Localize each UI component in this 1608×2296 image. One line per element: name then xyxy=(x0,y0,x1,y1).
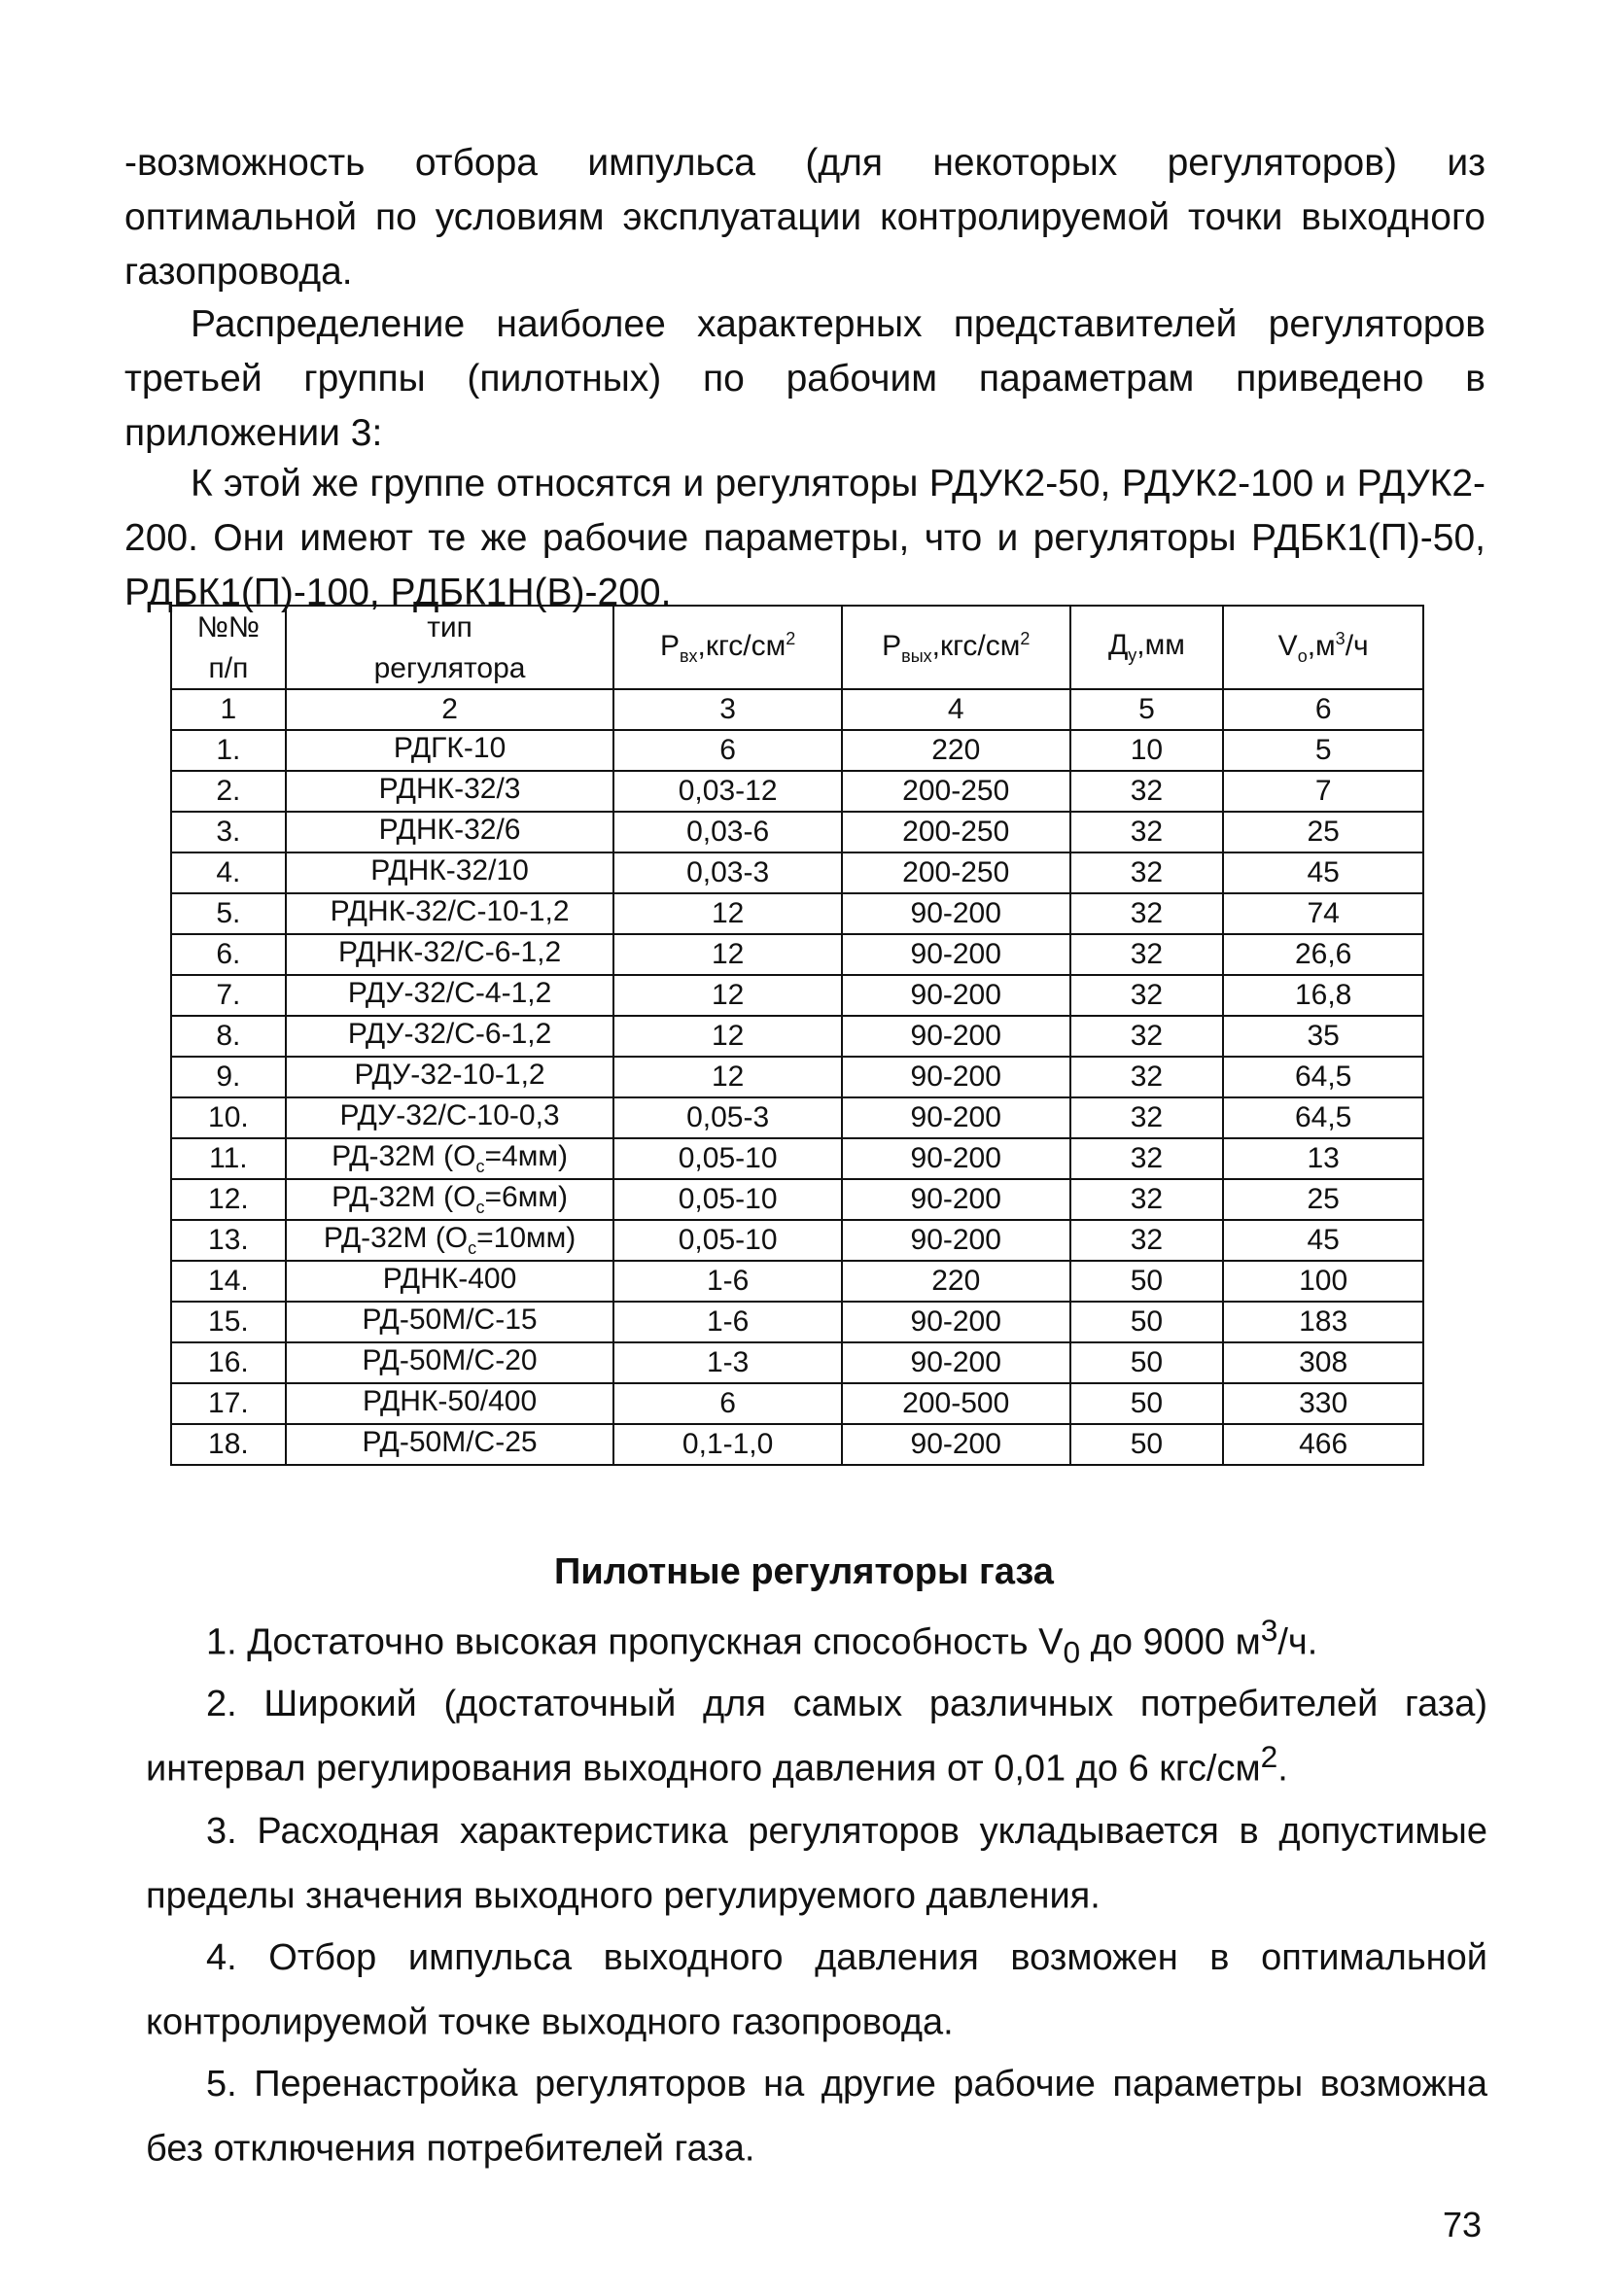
table-row xyxy=(171,812,1423,852)
outlet-pressure: 220 xyxy=(842,730,1070,771)
outlet-pressure: 90-200 xyxy=(842,1424,1070,1465)
inlet-pressure: 12 xyxy=(613,975,842,1016)
row-number: 9. xyxy=(171,1057,286,1097)
row-number: 13. xyxy=(171,1220,286,1261)
inlet-pressure: 0,03-6 xyxy=(613,812,842,852)
regulator-type: РД-32М $(О_с=4мм)$ xyxy=(286,1138,614,1179)
regulator-type: РД-50М/С-25 xyxy=(286,1424,614,1465)
header-capacity: $V_о,м^3/ч$ xyxy=(1223,606,1423,689)
nominal-diameter: 32 xyxy=(1070,1138,1224,1179)
table-header-row xyxy=(171,606,1423,649)
column-number-row xyxy=(171,689,1423,730)
inlet-pressure: 0,05-10 xyxy=(613,1138,842,1179)
outlet-pressure: 200-250 xyxy=(842,812,1070,852)
regulator-type: РДУ-32/С-6-1,2 xyxy=(286,1016,614,1057)
header-num: №№ xyxy=(171,606,286,649)
outlet-pressure: 90-200 xyxy=(842,1016,1070,1057)
table-row xyxy=(171,1138,1423,1179)
regulator-type: РД-32М $(О_с=6мм)$ xyxy=(286,1179,614,1220)
row-number: 7. xyxy=(171,975,286,1016)
capacity: 35 xyxy=(1223,1016,1423,1057)
header-diameter: $Д_у,мм$ xyxy=(1070,606,1224,689)
row-number: 6. xyxy=(171,934,286,975)
capacity: 5 xyxy=(1223,730,1423,771)
outlet-pressure: 200-250 xyxy=(842,852,1070,893)
list-item: 1. Достаточно высокая пропускная способность $V_0$ до 9000 $м^3/ч$. xyxy=(206,1613,1318,1670)
capacity: 7 xyxy=(1223,771,1423,812)
header-type-line2: регулятора xyxy=(286,649,614,689)
table-row xyxy=(171,1302,1423,1342)
inlet-pressure: 12 xyxy=(613,934,842,975)
table-row xyxy=(171,1179,1423,1220)
inlet-pressure: 6 xyxy=(613,730,842,771)
capacity: 100 xyxy=(1223,1261,1423,1302)
outlet-pressure: 90-200 xyxy=(842,1057,1070,1097)
table-row xyxy=(171,1016,1423,1057)
table-row xyxy=(171,1383,1423,1424)
regulator-type: РДНК-32/С-6-1,2 xyxy=(286,934,614,975)
column-number: 6 xyxy=(1223,689,1423,730)
list-item: 5. Перенастройка регуляторов на другие рабочие параметры возможна без отключения потребителей газа. xyxy=(146,2064,1487,2170)
outlet-pressure: 200-250 xyxy=(842,771,1070,812)
regulator-type: РДНК-32/3 xyxy=(286,771,614,812)
regulator-type: РДНК-50/400 xyxy=(286,1383,614,1424)
capacity: 183 xyxy=(1223,1302,1423,1342)
regulator-type: РДНК-32/С-10-1,2 xyxy=(286,893,614,934)
table-row xyxy=(171,1342,1423,1383)
regulator-type: РД-50М/С-20 xyxy=(286,1342,614,1383)
capacity: 308 xyxy=(1223,1342,1423,1383)
column-number: 1 xyxy=(171,689,286,730)
capacity: 466 xyxy=(1223,1424,1423,1465)
row-number: 2. xyxy=(171,771,286,812)
capacity: 25 xyxy=(1223,812,1423,852)
nominal-diameter: 32 xyxy=(1070,893,1224,934)
regulator-type: РДНК-32/6 xyxy=(286,812,614,852)
nominal-diameter: 32 xyxy=(1070,1097,1224,1138)
outlet-pressure: 200-500 xyxy=(842,1383,1070,1424)
row-number: 16. xyxy=(171,1342,286,1383)
column-number: 4 xyxy=(842,689,1070,730)
regulator-type: РДГК-10 xyxy=(286,730,614,771)
column-number: 5 xyxy=(1070,689,1224,730)
list-item: 2. Широкий (достаточный для самых различных потребителей газа) интервал регулирования выходного давления от 0,01 до 6 кгс/$см^2$. xyxy=(146,1684,1487,1790)
row-number: 12. xyxy=(171,1179,286,1220)
header-p-out: $Р_{вых},кгс/см^2$ xyxy=(842,606,1070,689)
regulator-type: РДНК-400 xyxy=(286,1261,614,1302)
column-number: 2 xyxy=(286,689,614,730)
inlet-pressure: 0,03-3 xyxy=(613,852,842,893)
features-list xyxy=(146,1604,1487,2184)
page-number: 73 xyxy=(1442,2205,1482,2244)
row-number: 4. xyxy=(171,852,286,893)
list-item: 3. Расходная характеристика регуляторов укладывается в допустимые пределы значения выходного регулируемого давления. xyxy=(146,1810,1487,1917)
nominal-diameter: 32 xyxy=(1070,1016,1224,1057)
paragraph-rduk2-regulators: К этой же группе относятся и регуляторы РДУК2-50, РДУК2-100 и РДУК2-200. Они имеют те же рабочие параметры, что и регуляторы РДБК1(П)-50, РДБК1(П)-100, РДБК1Н(В)-200. xyxy=(124,463,1486,613)
capacity: 45 xyxy=(1223,852,1423,893)
nominal-diameter: 32 xyxy=(1070,771,1224,812)
regulator-type: РДУ-32/С-10-0,3 xyxy=(286,1097,614,1138)
section-title: Пилотные регуляторы газа xyxy=(554,1551,1054,1592)
capacity: 330 xyxy=(1223,1383,1423,1424)
table-row xyxy=(171,771,1423,812)
regulators-table xyxy=(170,605,1424,1466)
inlet-pressure: 0,03-12 xyxy=(613,771,842,812)
outlet-pressure: 90-200 xyxy=(842,1302,1070,1342)
nominal-diameter: 32 xyxy=(1070,1179,1224,1220)
inlet-pressure: 0,1-1,0 xyxy=(613,1424,842,1465)
table-row xyxy=(171,1220,1423,1261)
row-number: 11. xyxy=(171,1138,286,1179)
nominal-diameter: 32 xyxy=(1070,934,1224,975)
outlet-pressure: 90-200 xyxy=(842,893,1070,934)
row-number: 10. xyxy=(171,1097,286,1138)
outlet-pressure: 90-200 xyxy=(842,1220,1070,1261)
outlet-pressure: 220 xyxy=(842,1261,1070,1302)
table-row xyxy=(171,893,1423,934)
row-number: 3. xyxy=(171,812,286,852)
nominal-diameter: 32 xyxy=(1070,812,1224,852)
outlet-pressure: 90-200 xyxy=(842,1342,1070,1383)
table-row xyxy=(171,1261,1423,1302)
nominal-diameter: 10 xyxy=(1070,730,1224,771)
capacity: 16,8 xyxy=(1223,975,1423,1016)
column-number: 3 xyxy=(613,689,842,730)
regulator-type: РД-32М $(О_с=10мм)$ xyxy=(286,1220,614,1261)
outlet-pressure: 90-200 xyxy=(842,1097,1070,1138)
outlet-pressure: 90-200 xyxy=(842,1138,1070,1179)
table-row xyxy=(171,852,1423,893)
regulator-type: РДУ-32/С-4-1,2 xyxy=(286,975,614,1016)
inlet-pressure: 12 xyxy=(613,1016,842,1057)
nominal-diameter: 50 xyxy=(1070,1424,1224,1465)
list-item: 4. Отбор импульса выходного давления возможен в оптимальной контролируемой точке выходного газопровода. xyxy=(146,1936,1487,2043)
nominal-diameter: 50 xyxy=(1070,1383,1224,1424)
paragraph-third-group-distribution: Распределение наиболее характерных представителей регуляторов третьей группы (пилотных) по рабочим параметрам приведено в приложении 3: xyxy=(124,303,1486,454)
table-row xyxy=(171,975,1423,1016)
capacity: 45 xyxy=(1223,1220,1423,1261)
row-number: 1. xyxy=(171,730,286,771)
capacity: 64,5 xyxy=(1223,1097,1423,1138)
capacity: 25 xyxy=(1223,1179,1423,1220)
capacity: 26,6 xyxy=(1223,934,1423,975)
inlet-pressure: 1-6 xyxy=(613,1261,842,1302)
inlet-pressure: 12 xyxy=(613,893,842,934)
row-number: 8. xyxy=(171,1016,286,1057)
inlet-pressure: 1-6 xyxy=(613,1302,842,1342)
row-number: 18. xyxy=(171,1424,286,1465)
outlet-pressure: 90-200 xyxy=(842,975,1070,1016)
inlet-pressure: 0,05-10 xyxy=(613,1179,842,1220)
capacity: 13 xyxy=(1223,1138,1423,1179)
row-number: 14. xyxy=(171,1261,286,1302)
header-p-in: $Р_{вх},кгс/см^2$ xyxy=(613,606,842,689)
nominal-diameter: 32 xyxy=(1070,852,1224,893)
nominal-diameter: 50 xyxy=(1070,1261,1224,1302)
nominal-diameter: 50 xyxy=(1070,1302,1224,1342)
row-number: 5. xyxy=(171,893,286,934)
nominal-diameter: 50 xyxy=(1070,1342,1224,1383)
inlet-pressure: 1-3 xyxy=(613,1342,842,1383)
table-body xyxy=(171,689,1423,1465)
table-row xyxy=(171,1424,1423,1465)
capacity: 64,5 xyxy=(1223,1057,1423,1097)
inlet-pressure: 12 xyxy=(613,1057,842,1097)
regulator-type: РДНК-32/10 xyxy=(286,852,614,893)
table-row xyxy=(171,730,1423,771)
nominal-diameter: 32 xyxy=(1070,1220,1224,1261)
nominal-diameter: 32 xyxy=(1070,1057,1224,1097)
regulator-type: РД-50М/С-15 xyxy=(286,1302,614,1342)
outlet-pressure: 90-200 xyxy=(842,1179,1070,1220)
header-num-line2: п/п xyxy=(171,649,286,689)
regulator-type: РДУ-32-10-1,2 xyxy=(286,1057,614,1097)
nominal-diameter: 32 xyxy=(1070,975,1224,1016)
outlet-pressure: 90-200 xyxy=(842,934,1070,975)
inlet-pressure: 0,05-3 xyxy=(613,1097,842,1138)
table-row xyxy=(171,934,1423,975)
inlet-pressure: 0,05-10 xyxy=(613,1220,842,1261)
paragraph-impulse-selection: -возможность отбора импульса (для некоторых регуляторов) из оптимальной по условиям эксплуатации контролируемой точки выходного газопровода. xyxy=(124,142,1486,293)
inlet-pressure: 6 xyxy=(613,1383,842,1424)
table-row xyxy=(171,1097,1423,1138)
capacity: 74 xyxy=(1223,893,1423,934)
table-row xyxy=(171,1057,1423,1097)
header-type: тип xyxy=(286,606,614,649)
row-number: 17. xyxy=(171,1383,286,1424)
row-number: 15. xyxy=(171,1302,286,1342)
